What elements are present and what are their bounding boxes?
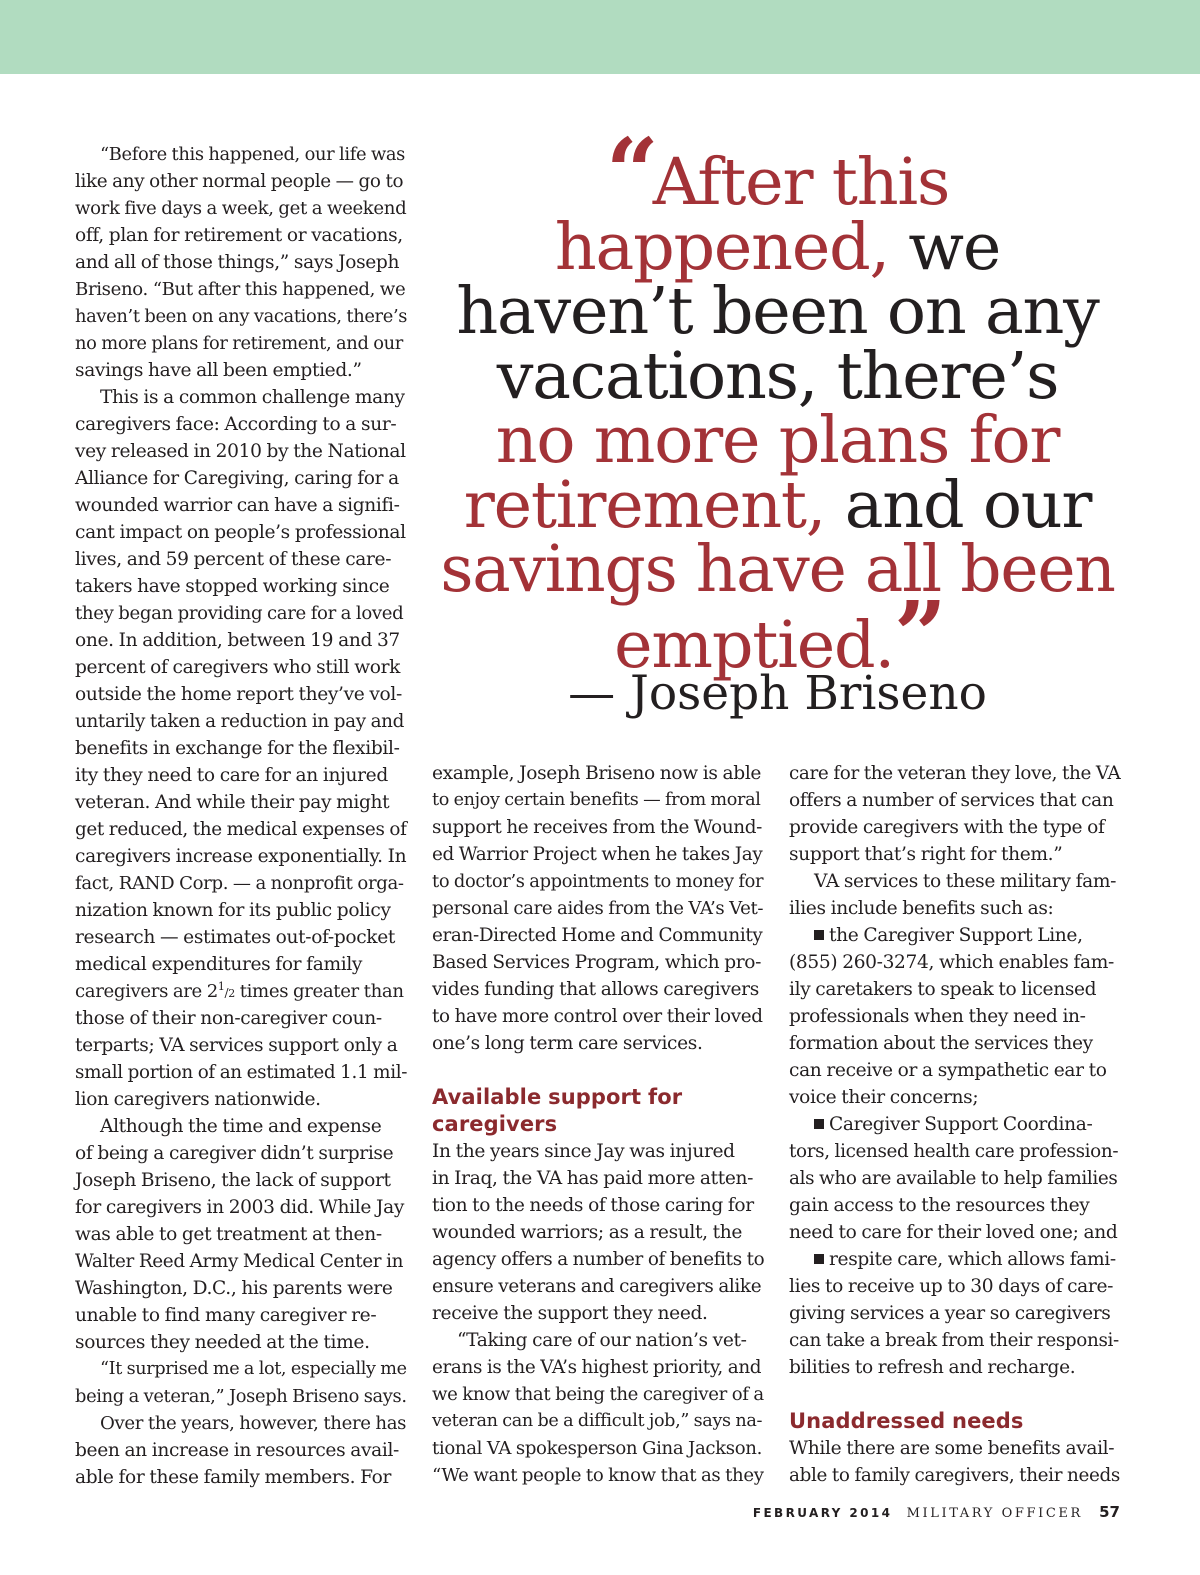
text-line bbox=[789, 868, 1121, 895]
text-line bbox=[432, 1165, 764, 1192]
text-run: gain access to the resources they bbox=[789, 1195, 1090, 1216]
text-line bbox=[75, 411, 407, 438]
text-run: “Taking care of our nation’s vet- bbox=[457, 1330, 747, 1351]
text-run: provide caregivers with the type of bbox=[789, 817, 1105, 838]
text-run: tion to the needs of those caring for bbox=[432, 1195, 754, 1216]
text-line bbox=[789, 1300, 1121, 1327]
text-run: work five days a week, get a weekend bbox=[75, 198, 407, 219]
text-line bbox=[432, 1030, 764, 1057]
text-line bbox=[789, 949, 1121, 976]
footer-date: FEBRUARY 2014 bbox=[752, 1506, 893, 1520]
text-run: and all of those things,” says Joseph bbox=[75, 252, 400, 273]
text-run: to doctor’s appointments to money for bbox=[432, 871, 764, 892]
text-line bbox=[432, 1300, 764, 1327]
text-line bbox=[75, 546, 407, 573]
text-line bbox=[75, 1113, 407, 1140]
text-line bbox=[789, 1354, 1121, 1381]
bullet-square-icon bbox=[814, 1119, 824, 1129]
text-line bbox=[75, 1437, 407, 1464]
text-line bbox=[432, 1462, 764, 1489]
text-line bbox=[75, 249, 407, 276]
text-line bbox=[75, 1086, 407, 1113]
text-run: This is a common challenge many bbox=[100, 387, 405, 408]
text-run: they began providing care for a loved bbox=[75, 603, 404, 624]
text-run: get reduced, the medical expenses of bbox=[75, 819, 407, 840]
text-run: vey released in 2010 by the National bbox=[75, 441, 406, 462]
text-line bbox=[75, 1032, 407, 1059]
text-line bbox=[432, 841, 764, 868]
text-line bbox=[789, 976, 1121, 1003]
text-run: was able to get treatment at then- bbox=[75, 1224, 382, 1245]
text-line bbox=[75, 816, 407, 843]
text-line bbox=[789, 1462, 1121, 1489]
text-line bbox=[432, 949, 764, 976]
text-line bbox=[789, 1273, 1121, 1300]
text-line bbox=[789, 1003, 1121, 1030]
text-run: Washington, D.C., his parents were bbox=[75, 1278, 393, 1299]
text-run: professionals when they need in- bbox=[789, 1006, 1086, 1027]
text-run: Based Services Program, which pro- bbox=[432, 952, 762, 973]
text-run: agency offers a number of benefits to bbox=[432, 1249, 765, 1270]
text-run: times greater than bbox=[234, 981, 404, 1002]
text-line bbox=[789, 1219, 1121, 1246]
text-run: erans is the VA’s highest priority, and bbox=[432, 1357, 762, 1378]
text-line bbox=[789, 1030, 1121, 1057]
pull-quote-text: After this bbox=[652, 145, 950, 220]
text-run: medical expenditures for family bbox=[75, 954, 363, 975]
text-line bbox=[432, 787, 764, 814]
text-run: caregivers are 2 bbox=[75, 981, 218, 1002]
text-line bbox=[432, 1381, 764, 1408]
text-run: small portion of an estimated 1.1 mil- bbox=[75, 1062, 408, 1083]
text-run: lion caregivers nationwide. bbox=[75, 1089, 321, 1110]
text-run: able for these family members. For bbox=[75, 1467, 392, 1488]
text-run: being a veteran,” Joseph Briseno says. bbox=[75, 1386, 407, 1407]
text-run: wounded warrior can have a signifi- bbox=[75, 495, 400, 516]
text-run: in Iraq, the VA has paid more atten- bbox=[432, 1168, 754, 1189]
text-line bbox=[789, 760, 1121, 787]
pull-quote-line bbox=[440, 338, 1115, 414]
section-heading: caregivers bbox=[432, 1112, 558, 1136]
text-line bbox=[75, 519, 407, 546]
text-line bbox=[75, 168, 407, 195]
text-run: sources they needed at the time. bbox=[75, 1332, 370, 1353]
text-run: Walter Reed Army Medical Center in bbox=[75, 1251, 404, 1272]
text-run: research — estimates out-of-pocket bbox=[75, 927, 395, 948]
text-line bbox=[789, 1327, 1121, 1354]
text-line bbox=[75, 438, 407, 465]
text-line bbox=[789, 787, 1121, 814]
text-line bbox=[789, 1246, 1121, 1273]
text-line bbox=[432, 1273, 764, 1300]
section-heading: Unaddressed needs bbox=[789, 1409, 1024, 1433]
pull-quote-text: retirement, bbox=[463, 467, 826, 543]
text-run: Briseno. “But after this happened, we bbox=[75, 279, 406, 300]
text-run: outside the home report they’ve vol- bbox=[75, 684, 402, 705]
text-run: example, Joseph Briseno now is able bbox=[432, 763, 762, 784]
body-column-1 bbox=[75, 141, 407, 1491]
spacer bbox=[432, 1057, 764, 1084]
text-run: off, plan for retirement or vacations, bbox=[75, 225, 403, 246]
text-run: one’s long term care services. bbox=[432, 1033, 703, 1054]
text-run: haven’t been on any vacations, there’s bbox=[75, 306, 408, 327]
text-line bbox=[75, 681, 407, 708]
text-run: benefits in exchange for the flexibil- bbox=[75, 738, 400, 759]
text-line bbox=[75, 1194, 407, 1221]
pull-quote-text: happened, bbox=[554, 209, 889, 285]
text-run: Joseph Briseno, the lack of support bbox=[75, 1170, 391, 1191]
text-line bbox=[75, 1410, 407, 1437]
text-run: the Caregiver Support Line, bbox=[829, 925, 1083, 946]
text-run: no more plans for retirement, and our bbox=[75, 333, 403, 354]
text-run: lives, and 59 percent of these care- bbox=[75, 549, 392, 570]
body-column-3 bbox=[789, 760, 1121, 1489]
fraction-slash: / bbox=[224, 986, 229, 1000]
text-line bbox=[75, 330, 407, 357]
quote-mark: ” bbox=[893, 580, 941, 689]
text-line bbox=[789, 922, 1121, 949]
text-line bbox=[75, 1302, 407, 1329]
text-run: takers have stopped working since bbox=[75, 576, 390, 597]
text-run: ity they need to care for an injured bbox=[75, 765, 388, 786]
text-run: Caregiver Support Coordina- bbox=[829, 1114, 1093, 1135]
text-line bbox=[789, 1111, 1121, 1138]
text-line bbox=[432, 1435, 764, 1462]
text-run: Over the years, however, there has bbox=[100, 1413, 407, 1434]
text-run: respite care, which allows fami- bbox=[829, 1249, 1116, 1270]
text-line bbox=[75, 951, 407, 978]
text-run: been an increase in resources avail- bbox=[75, 1440, 399, 1461]
text-run: ensure veterans and caregivers alike bbox=[432, 1276, 762, 1297]
text-line bbox=[432, 1327, 764, 1354]
text-run: caregivers face: According to a sur- bbox=[75, 414, 397, 435]
text-line bbox=[75, 357, 407, 384]
text-run: Although the time and expense bbox=[100, 1116, 382, 1137]
pull-quote-line bbox=[440, 209, 1115, 285]
text-line bbox=[75, 492, 407, 519]
pull-quote-text: haven’t been on any bbox=[456, 274, 1099, 349]
text-run: support he receives from the Wound- bbox=[432, 817, 762, 838]
text-run: receive the support they need. bbox=[432, 1303, 708, 1324]
text-run: bilities to refresh and recharge. bbox=[789, 1357, 1076, 1378]
text-line bbox=[432, 1192, 764, 1219]
text-line bbox=[789, 841, 1121, 868]
text-line bbox=[75, 735, 407, 762]
text-run: als who are available to help families bbox=[789, 1168, 1118, 1189]
text-line bbox=[432, 868, 764, 895]
text-line bbox=[75, 843, 407, 870]
text-run: can take a break from their responsi- bbox=[789, 1330, 1119, 1351]
text-line bbox=[75, 384, 407, 411]
text-run: (855) 260-3274, which enables fam- bbox=[789, 952, 1114, 973]
text-line bbox=[432, 895, 764, 922]
text-run: In the years since Jay was injured bbox=[432, 1141, 735, 1162]
text-run: giving services a year so caregivers bbox=[789, 1303, 1111, 1324]
text-run: tors, licensed health care profession- bbox=[789, 1141, 1119, 1162]
text-line bbox=[75, 708, 407, 735]
text-run: ilies include benefits such as: bbox=[789, 898, 1054, 919]
text-line bbox=[75, 924, 407, 951]
text-run: “We want people to know that as they bbox=[432, 1465, 764, 1486]
text-run: personal care aides from the VA’s Vet- bbox=[432, 898, 764, 919]
text-line bbox=[75, 978, 407, 1005]
text-line bbox=[432, 1246, 764, 1273]
pull-quote-line bbox=[440, 274, 1115, 349]
text-run: voice their concerns; bbox=[789, 1087, 979, 1108]
text-run: we know that being the caregiver of a bbox=[432, 1384, 764, 1405]
text-line bbox=[75, 222, 407, 249]
text-line bbox=[789, 1165, 1121, 1192]
pull-quote-text: emptied. bbox=[614, 607, 894, 683]
text-line bbox=[789, 1084, 1121, 1111]
text-run: fact, RAND Corp. — a nonprofit orga- bbox=[75, 873, 404, 894]
text-line bbox=[75, 1248, 407, 1275]
text-line bbox=[432, 1354, 764, 1381]
text-run: can receive or a sympathetic ear to bbox=[789, 1060, 1107, 1081]
text-run: support that’s right for them.” bbox=[789, 844, 1063, 865]
text-line bbox=[789, 1435, 1121, 1462]
text-line bbox=[789, 1138, 1121, 1165]
text-run: those of their non-caregiver coun- bbox=[75, 1008, 382, 1029]
pull-quote-text: savings have all been bbox=[440, 532, 1115, 607]
bullet-square-icon bbox=[814, 930, 824, 940]
pull-quote-line bbox=[440, 532, 1115, 607]
text-run: veteran can be a difficult job,” says na- bbox=[432, 1411, 763, 1431]
text-line bbox=[75, 141, 407, 168]
text-run: terparts; VA services support only a bbox=[75, 1035, 398, 1056]
text-run: nization known for its public policy bbox=[75, 900, 391, 921]
text-line bbox=[75, 1140, 407, 1167]
section-heading: Available support for bbox=[432, 1085, 683, 1109]
text-run: to enjoy certain benefits — from moral bbox=[432, 790, 761, 810]
text-line bbox=[75, 762, 407, 789]
text-run: vides funding that allows caregivers bbox=[432, 979, 759, 1000]
text-line bbox=[789, 1057, 1121, 1084]
text-line bbox=[75, 627, 407, 654]
text-line bbox=[432, 976, 764, 1003]
text-line bbox=[432, 922, 764, 949]
pull-quote-text: and our bbox=[825, 467, 1092, 543]
text-line bbox=[75, 573, 407, 600]
text-line bbox=[75, 1464, 407, 1491]
text-line bbox=[75, 897, 407, 924]
text-line bbox=[789, 1192, 1121, 1219]
text-line bbox=[75, 303, 407, 330]
pull-quote bbox=[440, 118, 1115, 689]
text-line bbox=[432, 1408, 764, 1435]
text-run: caregivers increase exponentially. In bbox=[75, 846, 407, 867]
text-line bbox=[75, 1356, 407, 1383]
text-line bbox=[75, 465, 407, 492]
text-run: able to family caregivers, their needs bbox=[789, 1465, 1120, 1486]
text-line bbox=[75, 870, 407, 897]
text-line bbox=[789, 895, 1121, 922]
footer-magazine-name: MILITARY OFFICER bbox=[906, 1506, 1083, 1521]
top-color-band bbox=[0, 0, 1200, 74]
text-run: ed Warrior Project when he takes Jay bbox=[432, 844, 763, 865]
text-run: tional VA spokesperson Gina Jackson. bbox=[432, 1438, 762, 1459]
pull-quote-attribution: — Joseph Briseno bbox=[568, 666, 987, 721]
text-line bbox=[75, 654, 407, 681]
text-run: one. In addition, between 19 and 37 bbox=[75, 630, 400, 651]
quote-mark: “ bbox=[605, 118, 653, 226]
page-footer bbox=[753, 1503, 1120, 1521]
text-run: to have more control over their loved bbox=[432, 1006, 763, 1027]
text-line bbox=[75, 1005, 407, 1032]
text-line bbox=[432, 1138, 764, 1165]
text-run: “It surprised me a lot, especially me bbox=[100, 1359, 407, 1379]
fraction-numerator: 1 bbox=[217, 980, 225, 993]
pull-quote-text: vacations, there’s bbox=[496, 338, 1059, 414]
text-line bbox=[789, 814, 1121, 841]
text-line bbox=[75, 600, 407, 627]
body-column-2 bbox=[432, 760, 764, 1489]
text-line bbox=[75, 1167, 407, 1194]
text-run: VA services to these military fam- bbox=[814, 871, 1117, 892]
text-run: untarily taken a reduction in pay and bbox=[75, 711, 405, 732]
bullet-square-icon bbox=[814, 1254, 824, 1264]
pull-quote-text: we bbox=[888, 209, 1001, 285]
text-run: unable to find many caregiver re- bbox=[75, 1305, 377, 1326]
fraction-denominator: 2 bbox=[228, 987, 235, 1000]
text-run: ily caretakers to speak to licensed bbox=[789, 979, 1097, 1000]
text-run: of being a caregiver didn’t surprise bbox=[75, 1143, 394, 1164]
text-line bbox=[432, 814, 764, 841]
text-line bbox=[432, 1003, 764, 1030]
text-line bbox=[75, 1221, 407, 1248]
text-run: eran-Directed Home and Community bbox=[432, 925, 763, 946]
text-run: formation about the services they bbox=[789, 1033, 1093, 1054]
text-run: for caregivers in 2003 did. While Jay bbox=[75, 1197, 404, 1218]
text-line bbox=[75, 276, 407, 303]
pull-quote-line bbox=[440, 118, 1115, 226]
page-number: 57 bbox=[1099, 1503, 1120, 1521]
pull-quote-text: no more plans for bbox=[495, 403, 1060, 478]
text-line bbox=[75, 195, 407, 222]
text-run: Alliance for Caregiving, caring for a bbox=[75, 468, 399, 489]
text-line bbox=[75, 789, 407, 816]
text-line bbox=[432, 760, 764, 787]
text-run: like any other normal people — go to bbox=[75, 171, 404, 192]
text-line bbox=[75, 1329, 407, 1356]
text-run: care for the veteran they love, the VA bbox=[789, 763, 1121, 784]
pull-quote-line bbox=[440, 467, 1115, 543]
text-line bbox=[432, 1219, 764, 1246]
text-run: savings have all been emptied.” bbox=[75, 360, 362, 381]
text-line bbox=[75, 1275, 407, 1302]
pull-quote-line bbox=[440, 403, 1115, 478]
text-line bbox=[75, 1383, 407, 1410]
text-run: cant impact on people’s professional bbox=[75, 522, 406, 543]
text-run: percent of caregivers who still work bbox=[75, 657, 401, 678]
text-run: “Before this happened, our life was bbox=[100, 144, 405, 165]
text-run: veteran. And while their pay might bbox=[75, 792, 390, 813]
text-run: lies to receive up to 30 days of care- bbox=[789, 1276, 1114, 1297]
text-run: offers a number of services that can bbox=[789, 790, 1114, 811]
text-run: wounded warriors; as a result, the bbox=[432, 1222, 743, 1243]
text-line bbox=[75, 1059, 407, 1086]
text-run: While there are some benefits avail- bbox=[789, 1438, 1115, 1459]
spacer bbox=[789, 1381, 1121, 1408]
text-run: need to care for their loved one; and bbox=[789, 1222, 1118, 1243]
